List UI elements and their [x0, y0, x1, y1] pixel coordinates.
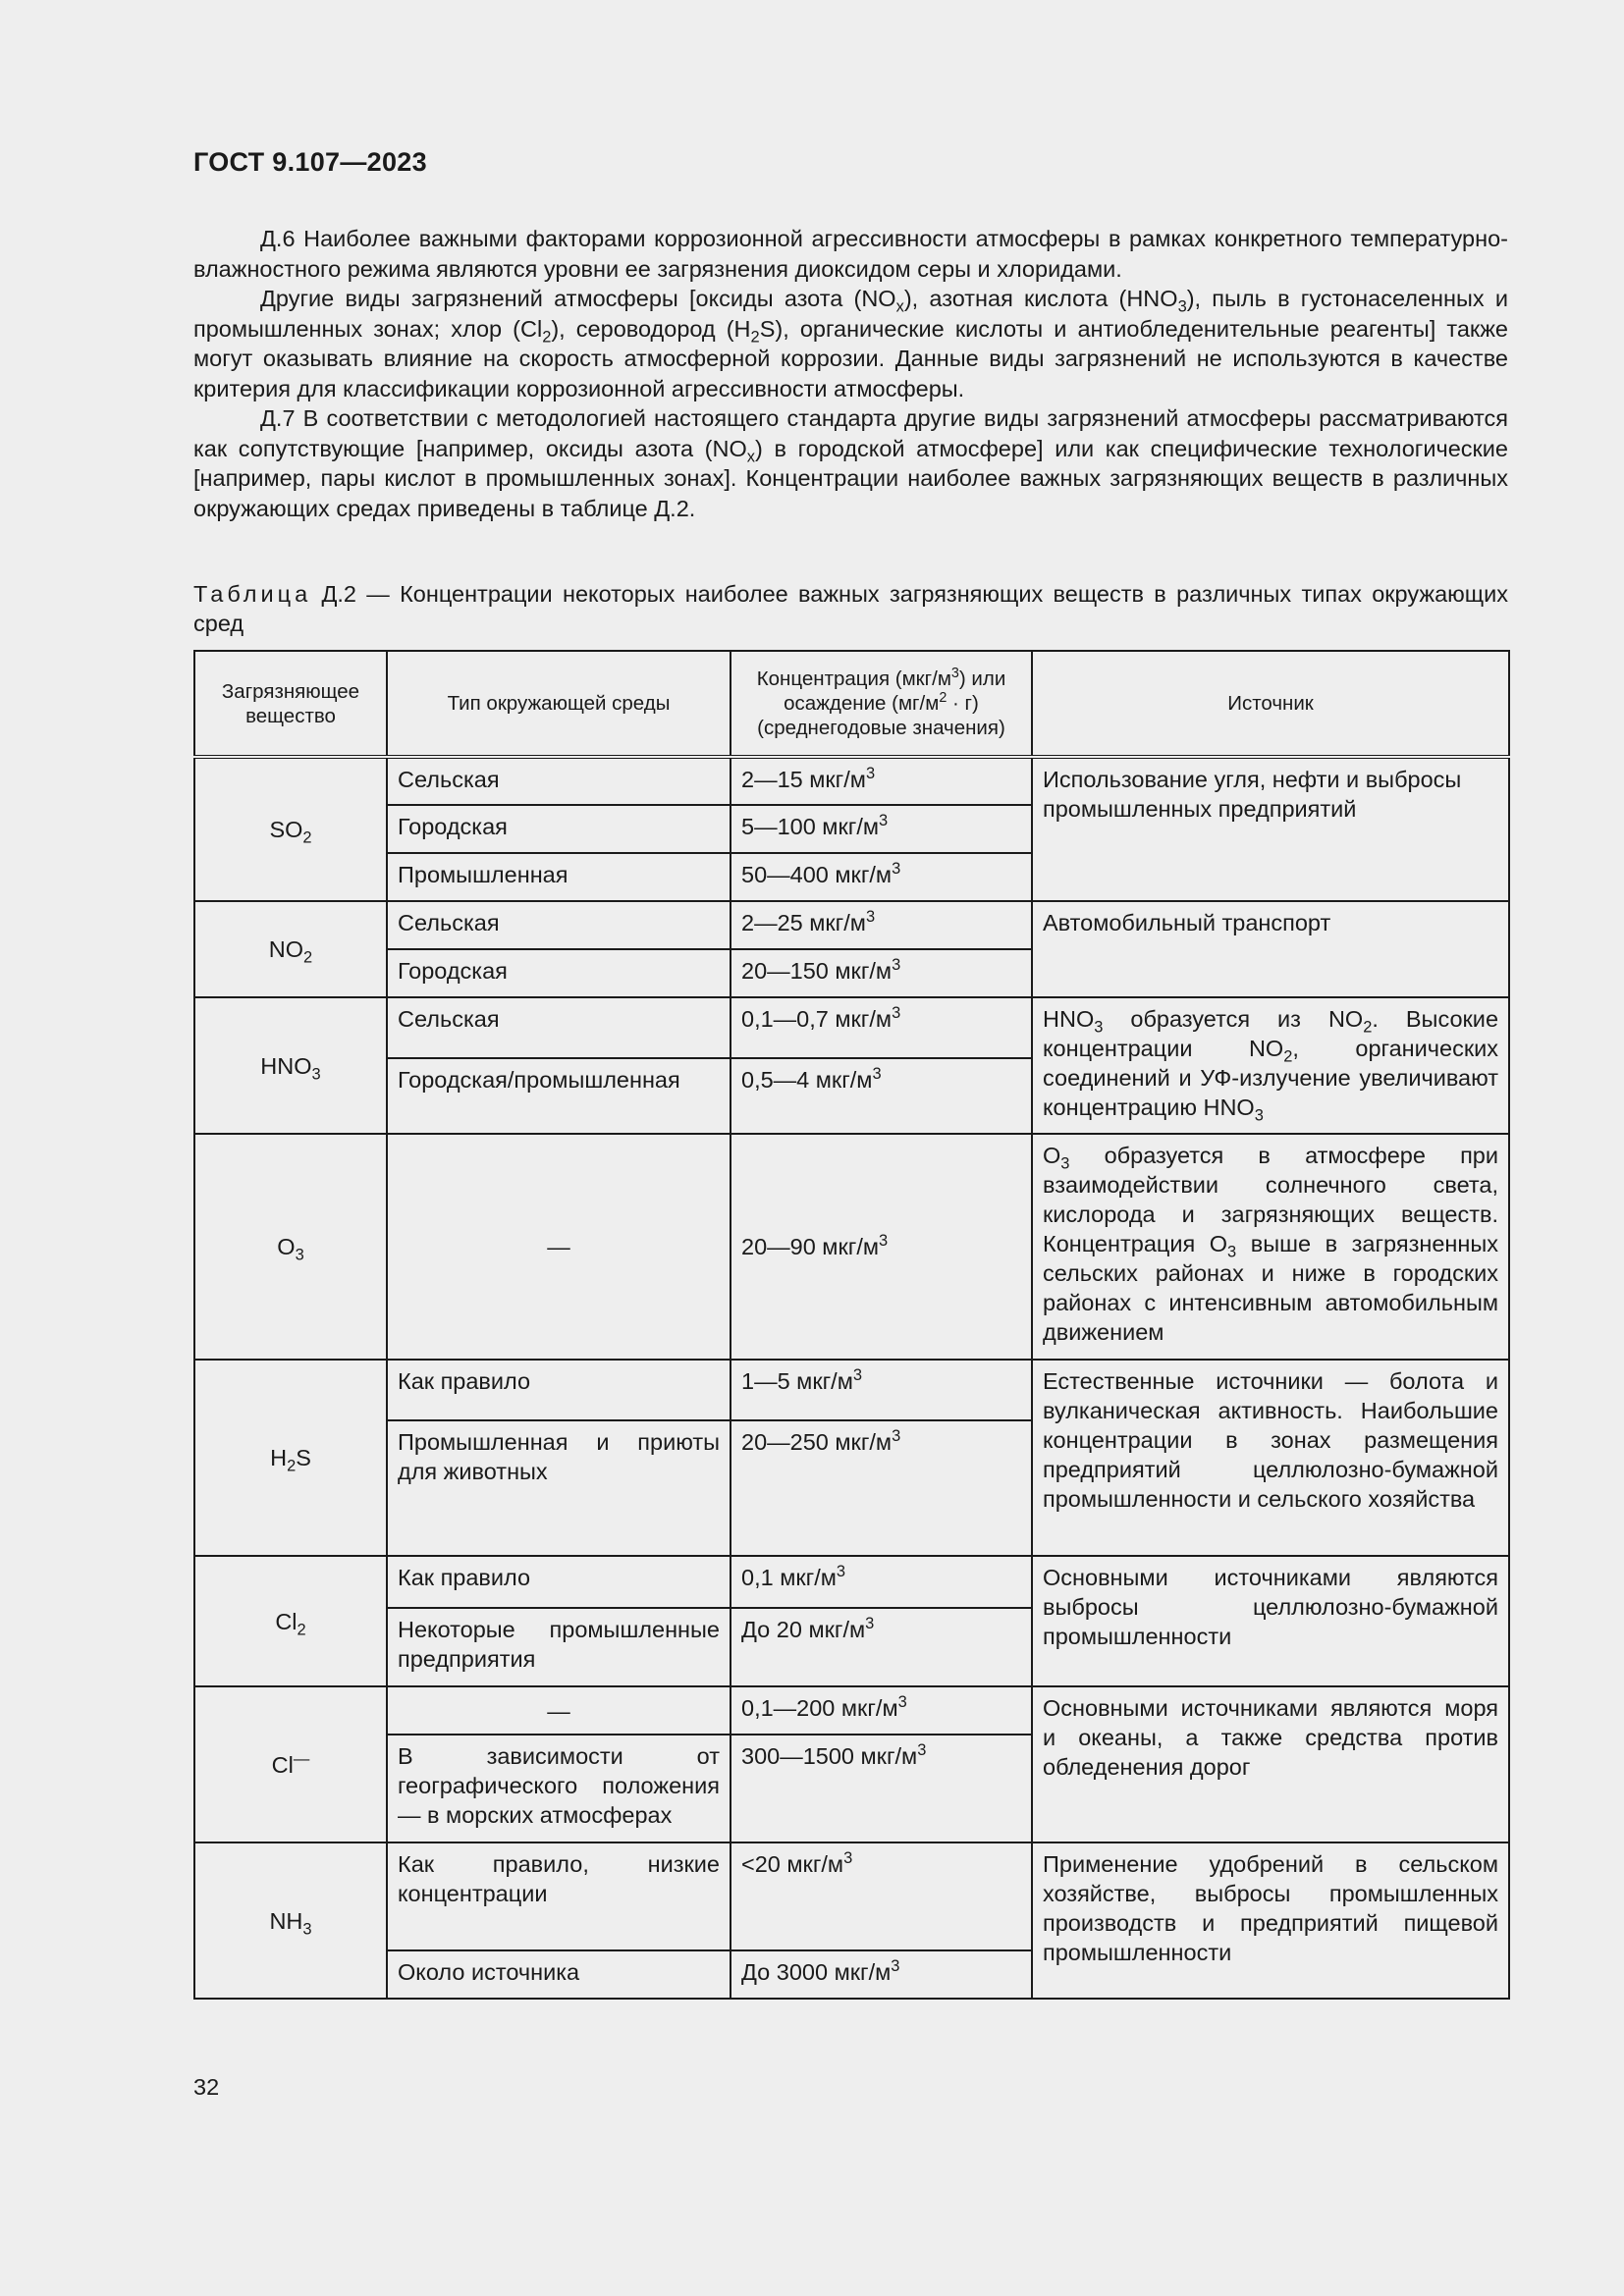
environment-cell: В зависимости от географического положения — в морских атмосферах [387, 1735, 731, 1842]
substance-so2: $SO_2$ [194, 757, 387, 901]
concentration-cell: 20—150 мкг/$м^3$ [731, 949, 1032, 997]
environment-cell: Городская/промышленная [387, 1058, 731, 1134]
substance-hno3: $HNO_3$ [194, 997, 387, 1134]
environment-cell: — [387, 1686, 731, 1735]
table-row [194, 1842, 1509, 1950]
table-header-row [194, 651, 1509, 757]
concentration-cell: 50—400 мкг/$м^3$ [731, 853, 1032, 901]
concentration-cell: 0,1 мкг/$м^3$ [731, 1556, 1032, 1608]
environment-cell: Городская [387, 805, 731, 853]
concentration-cell: 1—5 мкг/$м^3$ [731, 1360, 1032, 1420]
pollutant-table [193, 650, 1510, 2000]
source-cell: Использование угля, нефти и выбросы промышленных предприятий [1032, 757, 1509, 901]
table-row [194, 757, 1509, 805]
environment-cell: Сельская [387, 997, 731, 1058]
document-header: ГОСТ 9.107—2023 [193, 147, 427, 177]
table-row [194, 997, 1509, 1058]
header-source: Источник [1032, 651, 1509, 757]
substance-nh3: $NH_3$ [194, 1842, 387, 1999]
header-concentration: Концентрация $(мкг/м^3)$ или осаждение $(мг/м^2 \cdot г)$ (среднегодовые значения) [731, 651, 1032, 757]
environment-cell: Городская [387, 949, 731, 997]
concentration-cell: 2—25 мкг/$м^3$ [731, 901, 1032, 949]
environment-cell: Промышленная и приюты для животных [387, 1420, 731, 1556]
environment-cell: Около источника [387, 1950, 731, 1999]
paragraph-d6: Д.6 Наиболее важными факторами коррозионной агрессивности атмосферы в рамках конкретного температурно-влажностного режима являются уровни ее загрязнения диоксидом серы и хлоридами. [193, 226, 1508, 282]
source-cell: Основными источниками являются выбросы целлюлозно-бумажной промышленности [1032, 1556, 1509, 1686]
concentration-cell: 2—15 мкг/$м^3$ [731, 757, 1032, 805]
table-row [194, 901, 1509, 949]
page-number: 32 [193, 2074, 220, 2100]
concentration-cell: 20—250 мкг/$м^3$ [731, 1420, 1032, 1556]
header-substance: Загрязняющее вещество [194, 651, 387, 757]
environment-cell: — [387, 1134, 731, 1360]
table-row [194, 1556, 1509, 1608]
table-caption [193, 579, 1508, 638]
header-environment: Тип окружающей среды [387, 651, 731, 757]
concentration-cell: <20 мкг/$м^3$ [731, 1842, 1032, 1950]
environment-cell: Некоторые промышленные предприятия [387, 1608, 731, 1686]
table-row [194, 1686, 1509, 1735]
environment-cell: Промышленная [387, 853, 731, 901]
environment-cell: Сельская [387, 901, 731, 949]
table-caption-label: Таблица [193, 581, 312, 607]
substance-no2: $NO_2$ [194, 901, 387, 997]
environment-cell: Сельская [387, 757, 731, 805]
concentration-cell: 0,1—200 мкг/$м^3$ [731, 1686, 1032, 1735]
concentration-cell: До 20 мкг/$м^3$ [731, 1608, 1032, 1686]
source-cell: Автомобильный транспорт [1032, 901, 1509, 997]
table-row [194, 1360, 1509, 1420]
concentration-cell: 20—90 мкг/$м^3$ [731, 1134, 1032, 1360]
substance-h2s: $H_2S$ [194, 1360, 387, 1556]
table-caption-text: Д.2 — Концентрации некоторых наиболее важных загрязняющих веществ в различных типах окружающих сред [193, 581, 1508, 636]
source-cell: $HNO_3$ образуется из $NO_2$. Высокие концентрации $NO_2$, органических соединений и УФ-излучение увеличивают концентрацию $HNO_3$ [1032, 997, 1509, 1134]
paragraph-d7: Д.7 В соответствии с методологией настоящего стандарта другие виды загрязнений атмосферы рассматриваются как сопутствующие [например, оксиды азота $(NO_x)$ в городской атмосфере] или как специфические технологические [например, пары кислот в промышленных зонах]. Концентрации наиболее важных загрязняющих веществ в различных окружающих средах приведены в таблице Д.2. [193, 405, 1509, 521]
substance-cl2: $Cl_2$ [194, 1556, 387, 1686]
concentration-cell: 300—1500 мкг/$м^3$ [731, 1735, 1032, 1842]
concentration-cell: 5—100 мкг/$м^3$ [731, 805, 1032, 853]
source-cell: Основными источниками являются моря и океаны, а также средства против обледенения дорог [1032, 1686, 1509, 1842]
source-cell: Естественные источники — болота и вулканическая активность. Наибольшие концентрации в зонах размещения предприятий целлюлозно-бумажной промышленности и сельского хозяйства [1032, 1360, 1509, 1556]
source-cell: Применение удобрений в сельском хозяйстве, выбросы промышленных производств и предприятий пищевой промышленности [1032, 1842, 1509, 1999]
source-cell: $O_3$ образуется в атмосфере при взаимодействии солнечного света, кислорода и загрязняющих веществ. Концентрация $O_3$ выше в загрязненных сельских районах и ниже в городских районах с интенсивным автомобильным движением [1032, 1134, 1509, 1360]
concentration-cell: 0,5—4 мкг/$м^3$ [731, 1058, 1032, 1134]
substance-chloride: Cl— [194, 1686, 387, 1842]
table-row [194, 1134, 1509, 1360]
environment-cell: Как правило [387, 1556, 731, 1608]
environment-cell: Как правило, низкие концентрации [387, 1842, 731, 1950]
paragraph-other-pollutants: Другие виды загрязнений атмосферы [оксиды азота $(NO_x)$, азотная кислота $(HNO_3)$, пыль в густонаселенных и промышленных зонах; хлор $(Cl_2)$, сероводород $(H_2S)$, органические кислоты и антиобледенительные реагенты] также могут оказывать влияние на скорость атмосферной коррозии. Данные виды загрязнений не используются в качестве критерия для классификации коррозионной агрессивности атмосферы. [193, 286, 1509, 401]
concentration-cell: 0,1—0,7 мкг/$м^3$ [731, 997, 1032, 1058]
environment-cell: Как правило [387, 1360, 731, 1420]
body-text [193, 224, 1508, 523]
substance-o3: $O_3$ [194, 1134, 387, 1360]
concentration-cell: До 3000 мкг/$м^3$ [731, 1950, 1032, 1999]
